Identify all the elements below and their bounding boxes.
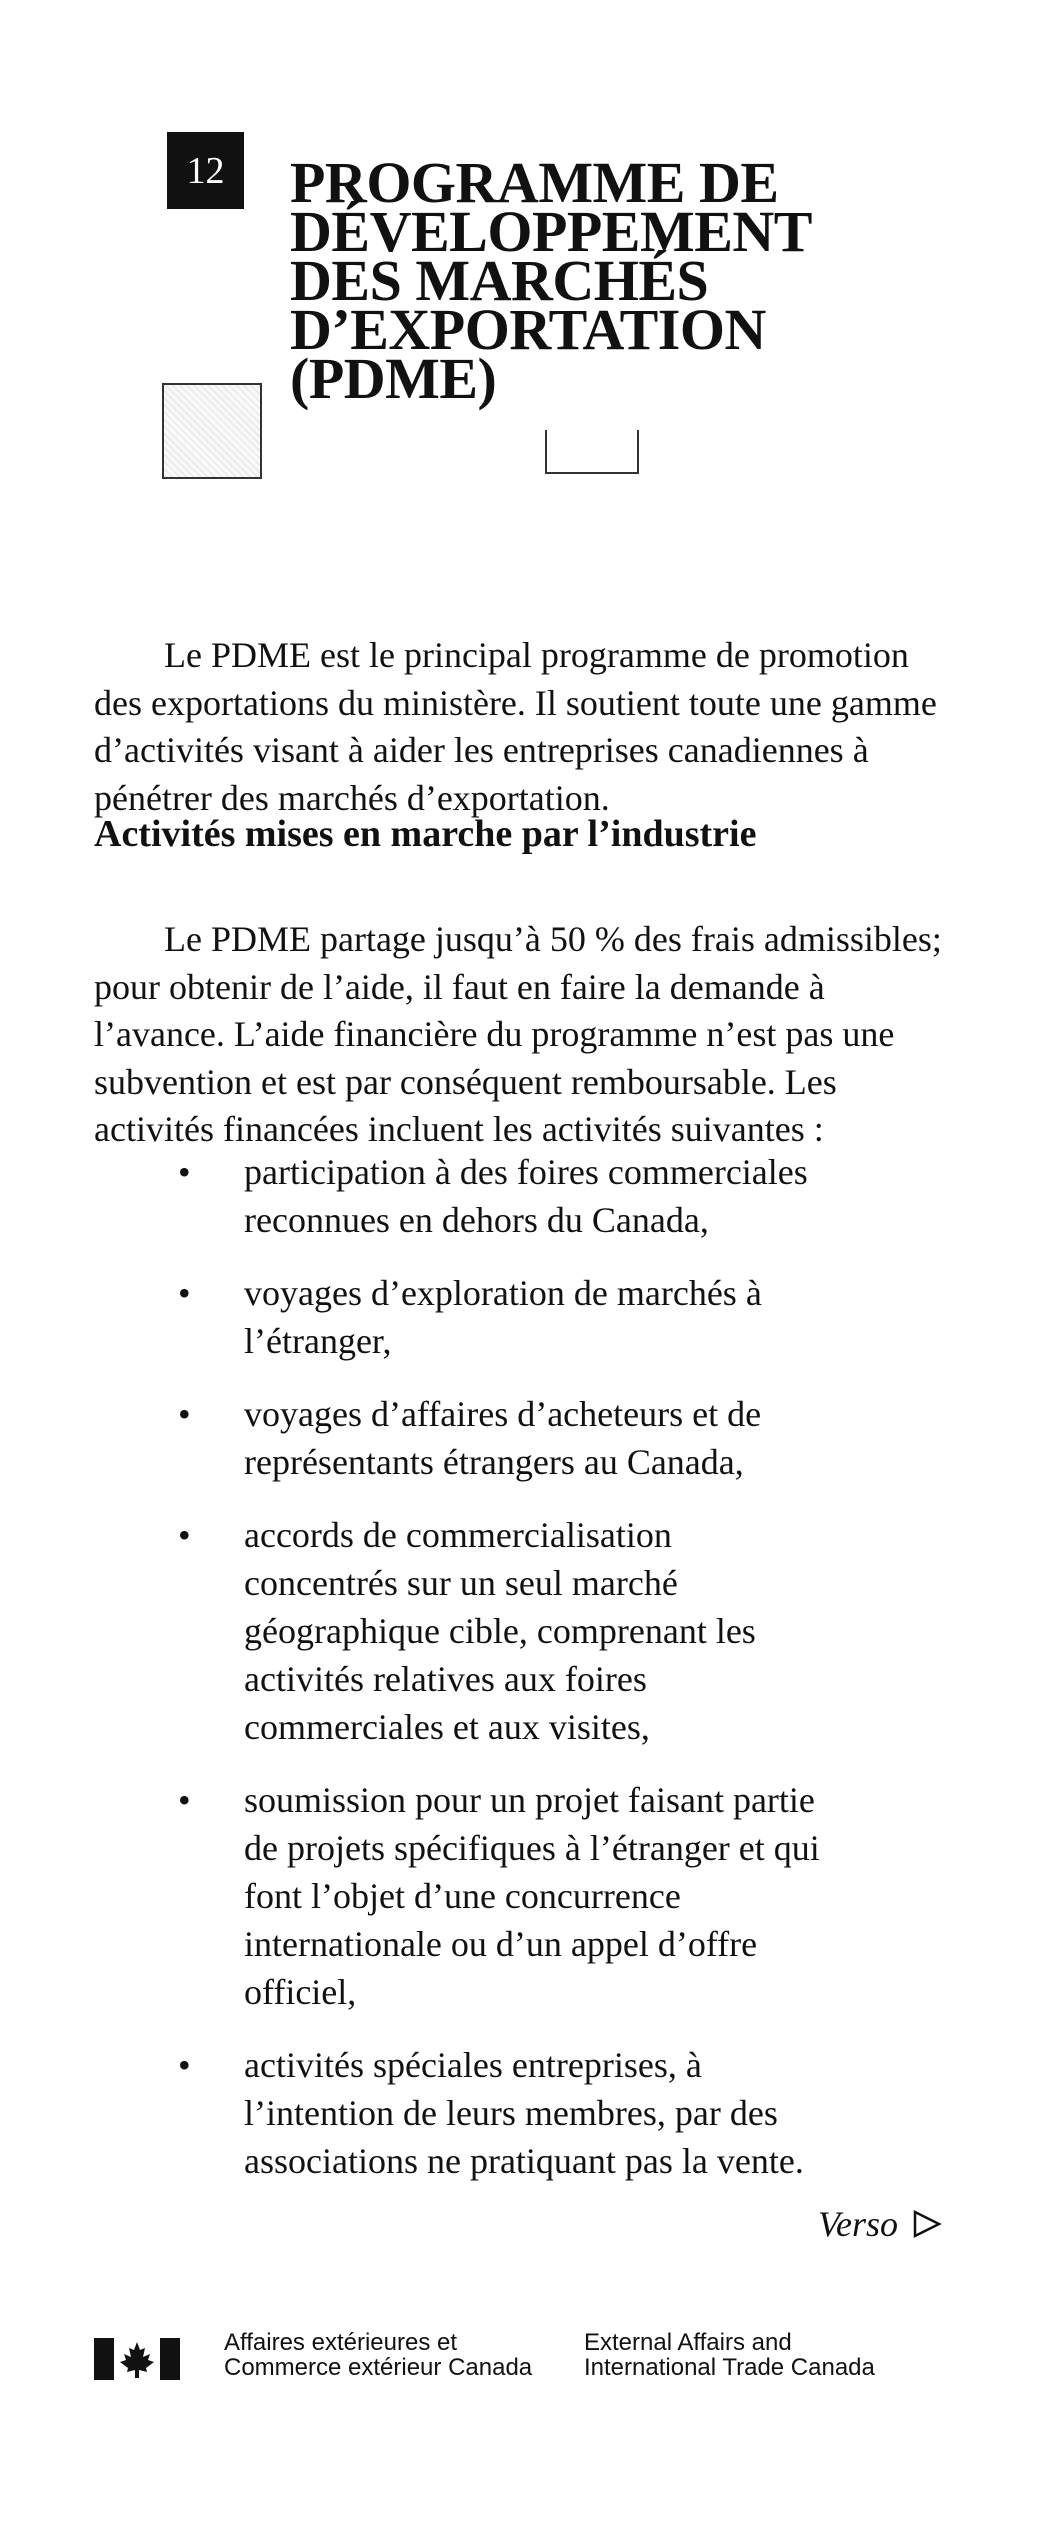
list-item-text: voyages d’affaires d’acheteurs et de représentants étrangers au Canada, — [244, 1394, 762, 1482]
intro-paragraph: Le PDME est le principal programme de promotion des exportations du ministère. Il soutient toute une gamme d’activités visant à aider les entreprises canadiennes à pénétrer des marchés d’exportation. — [94, 635, 937, 818]
bullet-icon: • — [178, 1152, 191, 1192]
list-item — [94, 2041, 824, 2185]
title-line-3: DES MARCHÉS — [290, 248, 709, 313]
list-item — [94, 1390, 824, 1486]
list-item-text: accords de commercialisation concentrés sur un seul marché géographique cible, comprenant les activités relatives aux foires commerciales et aux visites, — [244, 1515, 756, 1747]
footer-department-en — [584, 2330, 875, 2380]
list-item — [94, 1148, 824, 1244]
list-item-text: soumission pour un projet faisant partie de projets spécifiques à l’étranger et qui font l’objet d’une concurrence internationale ou d’un appel d’offre officiel, — [244, 1780, 820, 2012]
footer-en-line-2: International Trade Canada — [584, 2354, 875, 2381]
title-line-2: DÉVELOPPEMENT — [290, 199, 812, 264]
list-item — [94, 1511, 824, 1751]
image-placeholder-box — [162, 383, 262, 479]
title-line-5: (PDME) — [290, 346, 497, 411]
list-item-text: participation à des foires commerciales reconnues en dehors du Canada, — [244, 1152, 808, 1240]
bullet-icon: • — [178, 1394, 191, 1434]
maple-leaf-flag-icon — [94, 2338, 180, 2380]
triangle-right-icon — [912, 2209, 942, 2239]
section-paragraph: Le PDME partage jusqu’à 50 % des frais admissibles; pour obtenir de l’aide, il faut en faire la demande à l’avance. L’aide financière du programme n’est pas une subvention et est par conséquent remboursable. Les activités financées incluent les activités suivantes : — [94, 919, 942, 1149]
footer-department-fr — [224, 2330, 532, 2380]
bullet-icon: • — [178, 1273, 191, 1313]
list-item — [94, 1269, 824, 1365]
verso-link[interactable] — [818, 2203, 942, 2245]
title-line-4: D’EXPORTATION — [290, 297, 766, 362]
page-title — [290, 150, 812, 411]
footer-fr-line-1: Affaires extérieures et — [224, 2329, 458, 2356]
verso-label: Verso — [818, 2204, 898, 2244]
list-item — [94, 1776, 824, 2016]
bracket-mark — [545, 430, 639, 474]
activity-list — [94, 1148, 954, 2210]
list-item-text: activités spéciales entreprises, à l’intention de leurs membres, par des associations ne pratiquant pas la vente. — [244, 2045, 804, 2181]
bullet-icon: • — [178, 1515, 191, 1555]
title-line-1: PROGRAMME DE — [290, 150, 779, 215]
section-number: 12 — [167, 132, 244, 209]
canada-wordmark-logo — [94, 2338, 180, 2384]
section-heading: Activités mises en marche par l’industrie — [94, 813, 757, 855]
bullet-icon: • — [178, 2045, 191, 2085]
footer-en-line-1: External Affairs and — [584, 2329, 792, 2356]
bullet-icon: • — [178, 1780, 191, 1820]
list-item-text: voyages d’exploration de marchés à l’étranger, — [244, 1273, 762, 1361]
footer-fr-line-2: Commerce extérieur Canada — [224, 2354, 533, 2381]
